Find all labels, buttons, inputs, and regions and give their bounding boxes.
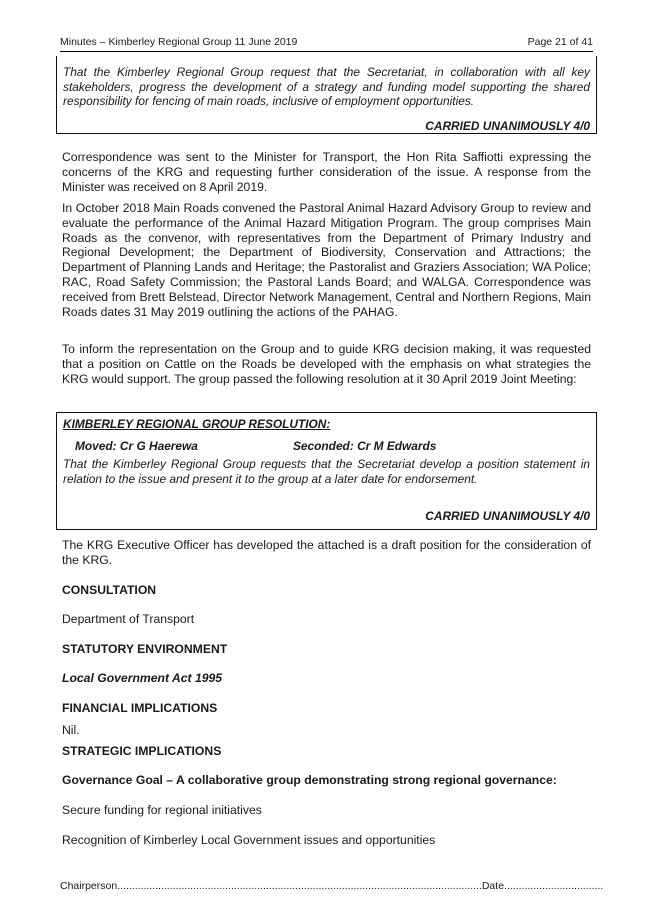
resolution-box-fencing bbox=[56, 56, 597, 134]
carried-label: CARRIED UNANIMOUSLY 4/0 bbox=[425, 119, 590, 133]
page-number: Page 21 of 41 bbox=[527, 36, 593, 48]
heading-consultation: CONSULTATION bbox=[62, 583, 157, 597]
page-header bbox=[60, 36, 593, 52]
resolution-text: That the Kimberley Regional Group requests that the Secretariat develop a position statement in relation to the issue and present it to the group at a later date for endorsement. bbox=[63, 457, 590, 486]
resolution-box-position bbox=[56, 412, 597, 530]
resolution-text: That the Kimberley Regional Group request that the Secretariat, in collaboration with all key stakeholders, progress the development of a strategy and funding model supporting the shared responsibility for fencing of main roads, inclusive of employment opportunities. bbox=[63, 65, 590, 109]
paragraph-representation: To inform the representation on the Group and to guide KRG decision making, it was requested that a position on Cattle on the Roads be developed with the emphasis on what strategies the KRG would support. The group passed the following resolution at it 30 April 2019 Joint Meeting: bbox=[62, 342, 591, 386]
signature-line: Chairperson.............................................................................................................................Date.................................. bbox=[60, 880, 604, 892]
statutory-text: Local Government Act 1995 bbox=[62, 671, 223, 685]
moved-by: Moved: Cr G Haerewa bbox=[75, 438, 198, 453]
paragraph-draft-position: The KRG Executive Officer has developed the attached is a draft position for the consideration of the KRG. bbox=[62, 538, 591, 567]
paragraph-pahag: In October 2018 Main Roads convened the Pastoral Animal Hazard Advisory Group to review and evaluate the performance of the Animal Hazard Mitigation Program. The group comprises Main Roads as the convenor, with representatives from the Department of Primary Industry and Regional Development; the Department of Biodiversity, Conservation and Attractions; the Department of Planning Lands and Heritage; the Pastoralist and Graziers Association; WA Police; RAC, Road Safety Commission; the Pastoral Lands Board; and WALGA. Correspondence was received from Brett Belstead, Director Network Management, Central and Northern Regions, Main Roads dates 31 May 2019 outlining the actions of the PAHAG. bbox=[62, 201, 591, 319]
heading-financial-implications: FINANCIAL IMPLICATIONS bbox=[62, 701, 218, 715]
consultation-text: Department of Transport bbox=[62, 612, 195, 626]
strategic-item: Recognition of Kimberley Local Government issues and opportunities bbox=[62, 833, 436, 847]
financial-text: Nil. bbox=[62, 723, 80, 737]
governance-goal: Governance Goal – A collaborative group demonstrating strong regional governance: bbox=[62, 773, 557, 787]
resolution-title: KIMBERLEY REGIONAL GROUP RESOLUTION: bbox=[63, 417, 331, 431]
strategic-item: Secure funding for regional initiatives bbox=[62, 803, 262, 817]
moved-seconded-row bbox=[63, 439, 590, 454]
heading-statutory-environment: STATUTORY ENVIRONMENT bbox=[62, 642, 228, 656]
seconded-by: Seconded: Cr M Edwards bbox=[293, 438, 437, 453]
paragraph-correspondence: Correspondence was sent to the Minister for Transport, the Hon Rita Saffiotti expressing the concerns of the KRG and requesting further consideration of the issue. A response from the Minister was received on 8 April 2019. bbox=[62, 150, 591, 194]
heading-strategic-implications: STRATEGIC IMPLICATIONS bbox=[62, 744, 222, 758]
carried-label: CARRIED UNANIMOUSLY 4/0 bbox=[425, 509, 590, 523]
header-title: Minutes – Kimberley Regional Group 11 June 2019 bbox=[60, 36, 298, 48]
